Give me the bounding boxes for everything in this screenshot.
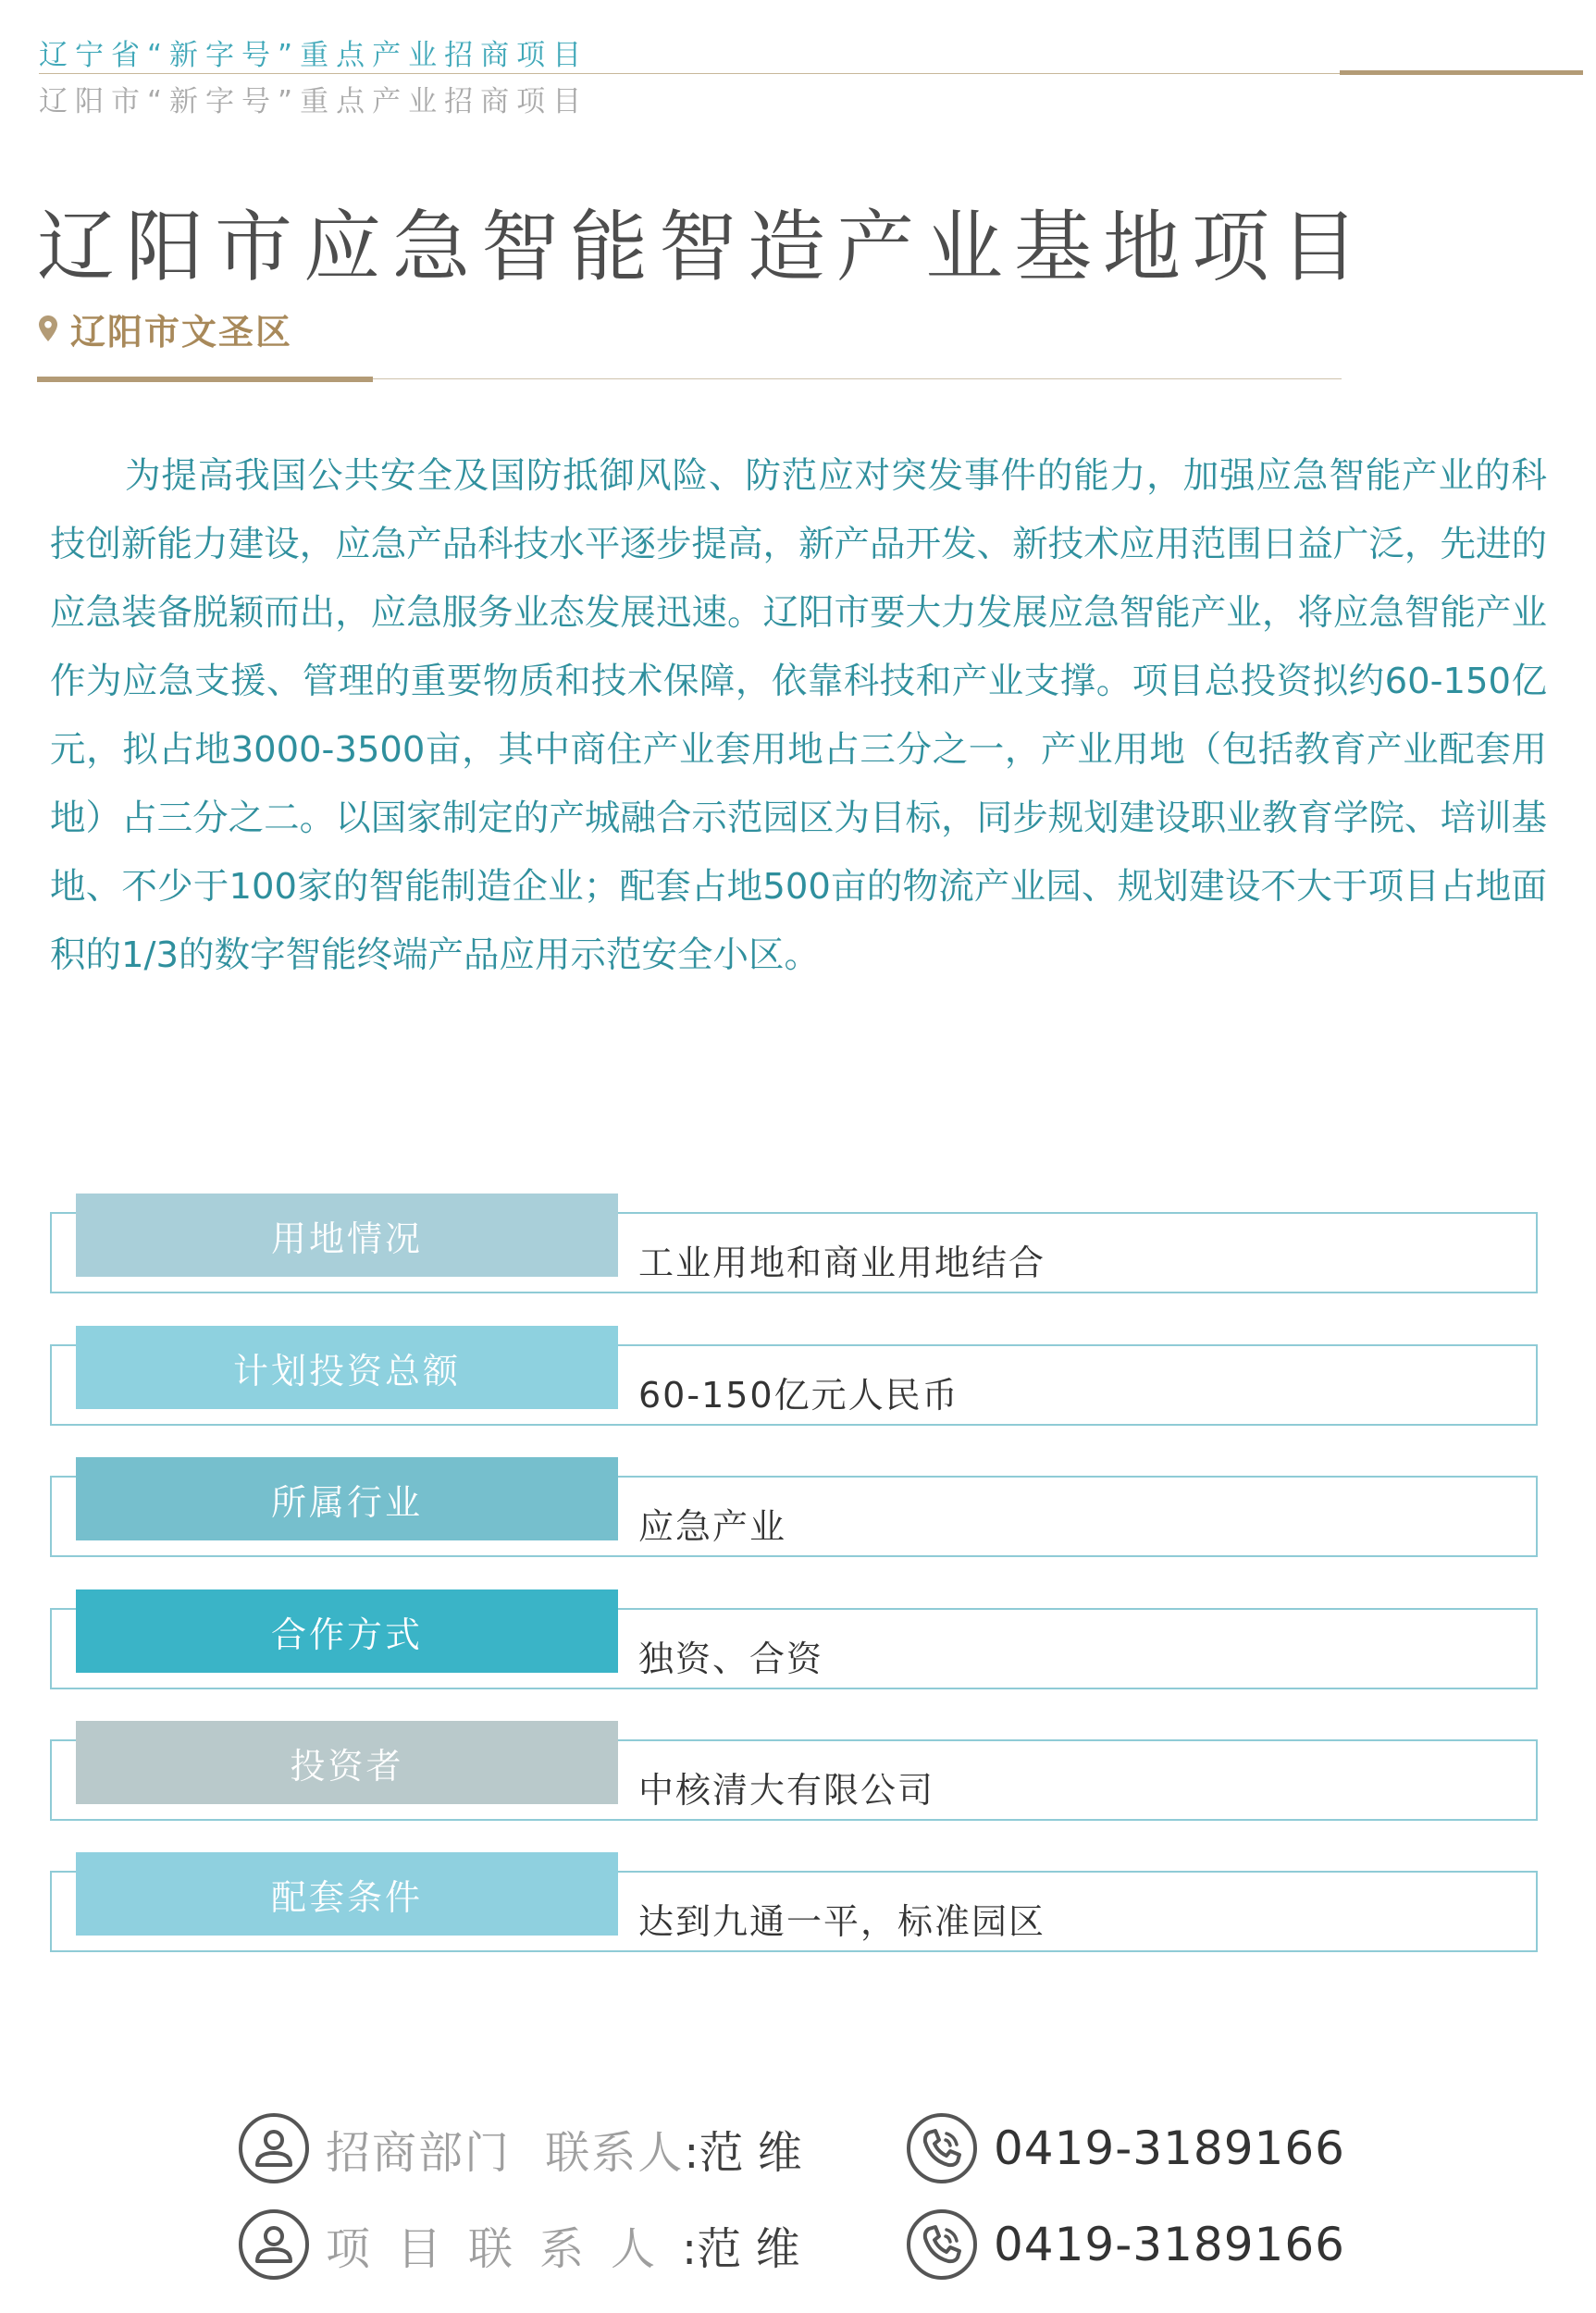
page-title: 辽阳市应急智能智造产业基地项目 (37, 202, 1370, 292)
person-icon (237, 2208, 311, 2282)
contact-project-label: 项目联系人 (326, 2222, 683, 2275)
info-row-investor (50, 1721, 1541, 1811)
location-text: 辽阳市文圣区 (70, 310, 293, 353)
info-label: 合作方式 (76, 1589, 618, 1673)
header-city-line: 辽阳市“新字号”重点产业招商项目 (39, 85, 589, 118)
contact-dept (237, 2111, 802, 2185)
header-divider (39, 73, 1343, 74)
info-row-conditions (50, 1852, 1541, 1942)
contact-name: :范 维 (684, 2126, 802, 2179)
info-value: 中核清大有限公司 (638, 1770, 935, 1811)
contact-phone: 0419-3189166 (994, 2218, 1345, 2271)
header-accent-bar (1340, 70, 1583, 75)
info-label: 计划投资总额 (76, 1326, 618, 1409)
project-description: 为提高我国公共安全及国防抵御风险、防范应对突发事件的能力，加强应急智能产业的科技创新能力建设，应急产品科技水平逐步提高，新产品开发、新技术应用范围日益广泛，先进的应急装备脱颖而出，应急服务业态发展迅速。辽阳市要大力发展应急智能产业，将应急智能产业作为应急支援、管理的重要物质和技术保障，依靠科技和产业支撑。项目总投资拟约60-150亿元，拟占地3000-3500亩，其中商住产业套用地占三分之一，产业用地（包括教育产业配套用地）占三分之二。以国家制定的产城融合示范园区为目标，同步规划建设职业教育学院、培训基地、不少于100家的智能制造企业；配套占地500亩的物流产业园、规划建设不大于项目占地面积的1/3的数字智能终端产品应用示范安全小区。 (50, 455, 1547, 976)
info-label: 所属行业 (76, 1457, 618, 1540)
location (37, 305, 292, 352)
header-province-line: 辽宁省“新字号”重点产业招商项目 (39, 39, 589, 72)
info-label: 配套条件 (76, 1852, 618, 1936)
phone-icon (905, 2208, 979, 2282)
info-value: 工业用地和商业用地结合 (638, 1243, 1046, 1283)
person-icon (237, 2111, 311, 2185)
info-row-cooperation (50, 1589, 1541, 1679)
info-row-industry (50, 1457, 1541, 1547)
info-label: 用地情况 (76, 1194, 618, 1277)
info-row-investment (50, 1326, 1541, 1416)
info-value: 应急产业 (638, 1506, 787, 1547)
location-accent-bar (37, 377, 373, 382)
info-label: 投资者 (76, 1721, 618, 1804)
contact-phone: 0419-3189166 (994, 2121, 1345, 2175)
contact-project (237, 2208, 799, 2282)
location-pin-icon (37, 315, 59, 342)
info-row-land (50, 1194, 1541, 1283)
contact-name: :范 维 (682, 2222, 800, 2275)
info-value: 60-150亿元人民币 (638, 1375, 959, 1416)
contact-dept-phone (905, 2111, 1345, 2185)
info-value: 独资、合资 (638, 1639, 824, 1679)
contact-role-label: 联系人 (545, 2126, 685, 2179)
contact-project-phone (905, 2208, 1345, 2282)
info-value: 达到九通一平，标准园区 (638, 1901, 1046, 1942)
phone-icon (905, 2111, 979, 2185)
contact-dept-label: 招商部门 (326, 2126, 512, 2179)
